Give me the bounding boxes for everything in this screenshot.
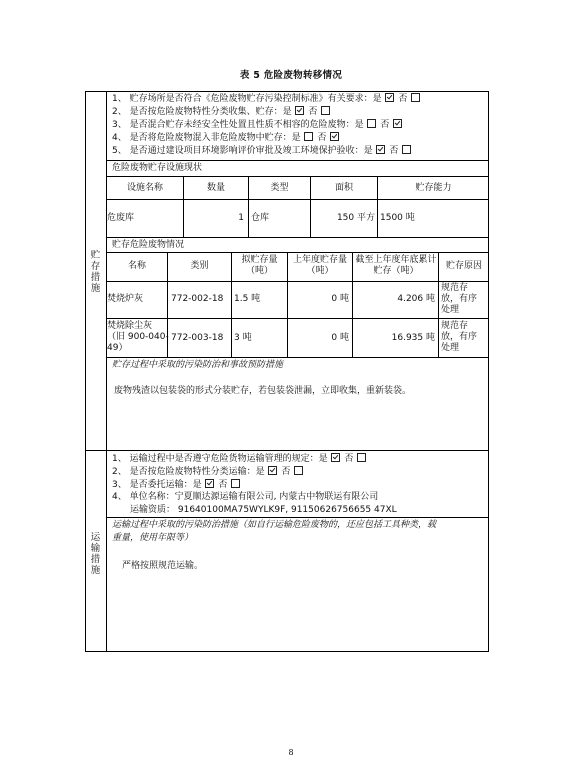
waste-row-2-planned: 3 吨: [234, 333, 252, 343]
no-checkbox[interactable]: [294, 466, 303, 475]
facility-section-title: 危险废物贮存设施现状: [112, 163, 203, 173]
page-title: 表 5 危险废物转移情况: [239, 70, 343, 81]
storage-check-3: 3、 是否混合贮存未经安全性处置且性质不相容的危险废物：是 否: [112, 119, 403, 131]
no-checkbox[interactable]: [411, 93, 420, 102]
transport-unit-name: 4、 单位名称：宁夏顺达源运输有限公司, 内蒙古中物联运有限公司: [112, 492, 379, 502]
yes-checkbox[interactable]: [304, 132, 313, 141]
storage-measures-title: 贮存过程中采取的污染防治和事故预防措施: [112, 360, 284, 370]
waste-row-1-name: 焚烧炉灰: [107, 294, 144, 304]
storage-check-1: 1、 贮存场所是否符合《危险废物贮存污染控制标准》有关要求：是 否: [112, 93, 421, 105]
transport-check-2: 2、 是否按危险废物特性分类运输：是 否: [112, 466, 304, 478]
waste-header-planned: 拟贮存量（吨）: [241, 255, 278, 276]
facility-name: 危废库: [107, 213, 135, 223]
facility-header-capacity: 贮存能力: [415, 183, 452, 193]
transport-measures-title: 运输过程中采取的污染防治措施（如自行运输危险废物的，还应包括工具种类，载: [112, 520, 437, 530]
no-checkbox[interactable]: [231, 479, 240, 488]
facility-capacity: 1500 吨: [380, 213, 415, 223]
facility-header-count: 数量: [206, 183, 225, 193]
facility-type: 仓库: [251, 213, 270, 223]
waste-header-reason: 贮存原因: [445, 261, 482, 271]
yes-checkbox[interactable]: [385, 93, 394, 102]
waste-row-1-reason: 规范存 放，有序 处理: [441, 283, 478, 315]
waste-row-2-reason: 规范存 放，有序 处理: [441, 321, 478, 353]
no-checkbox[interactable]: [321, 106, 330, 115]
waste-row-2-category: 772-003-18: [171, 333, 224, 343]
transport-check-1: 1、 运输过程中是否遵守危险货物运输管理的规定：是 否: [112, 453, 367, 465]
transport-check-3: 3、 是否委托运输：是 否: [112, 479, 241, 491]
facility-area: 150 平方: [336, 213, 375, 223]
waste-header-name: 名称: [127, 261, 146, 271]
waste-row-1-cumulative: 4.206 吨: [397, 294, 435, 304]
storage-check-2: 2、 是否按危险废物特性分类收集、贮存：是 否: [112, 106, 331, 118]
yes-checkbox[interactable]: [268, 466, 277, 475]
facility-header-area: 面积: [334, 183, 353, 193]
no-checkbox[interactable]: [330, 132, 339, 141]
yes-checkbox[interactable]: [367, 119, 376, 128]
page-number: 8: [288, 748, 294, 757]
yes-checkbox[interactable]: [331, 453, 340, 462]
transport-measures-title-cont: 重量，使用年限等）: [112, 533, 194, 543]
waste-row-1-category: 772-002-18: [171, 294, 224, 304]
waste-row-1-last-year: 0 吨: [331, 294, 349, 304]
facility-count: 1: [238, 213, 244, 223]
facility-header-name: 设施名称: [126, 183, 163, 193]
transport-measures-text: 严格按照规范运输。: [122, 561, 204, 571]
waste-header-category: 类别: [190, 261, 209, 271]
waste-row-2-last-year: 0 吨: [331, 333, 349, 343]
storage-check-4: 4、 是否将危险废物混入非危险废物中贮存：是 否: [112, 132, 340, 144]
no-checkbox[interactable]: [357, 453, 366, 462]
transport-qualification: 运输资质： 91640100MA75WYLK9F, 91150626756655 47XL: [130, 505, 397, 515]
yes-checkbox[interactable]: [205, 479, 214, 488]
storage-side-label: 贮 存 措 施: [90, 250, 101, 294]
storage-measures-text: 废物残渣以包装袋的形式分装贮存，若包装袋泄漏，立即收集，重新装袋。: [114, 386, 412, 396]
yes-checkbox[interactable]: [376, 145, 385, 154]
transport-side-label: 运 输 措 施: [90, 532, 101, 576]
waste-header-cumulative: 截至上年度年底累计贮存（吨）: [355, 255, 437, 276]
waste-header-last-year: 上年度贮存量（吨）: [292, 255, 347, 276]
storage-check-5: 5、 是否通过建设项目环境影响评价审批及竣工环境保护验收：是 否: [112, 145, 412, 157]
yes-checkbox[interactable]: [295, 106, 304, 115]
waste-row-2-name: 焚烧除尘灰 （旧 900-040- 49）: [107, 321, 169, 353]
waste-row-1-planned: 1.5 吨: [234, 294, 261, 304]
facility-header-type: 类型: [270, 183, 289, 193]
waste-section-title: 贮存危险废物情况: [112, 240, 185, 250]
waste-row-2-cumulative: 16.935 吨: [391, 333, 435, 343]
no-checkbox[interactable]: [402, 145, 411, 154]
no-checkbox[interactable]: [393, 119, 402, 128]
